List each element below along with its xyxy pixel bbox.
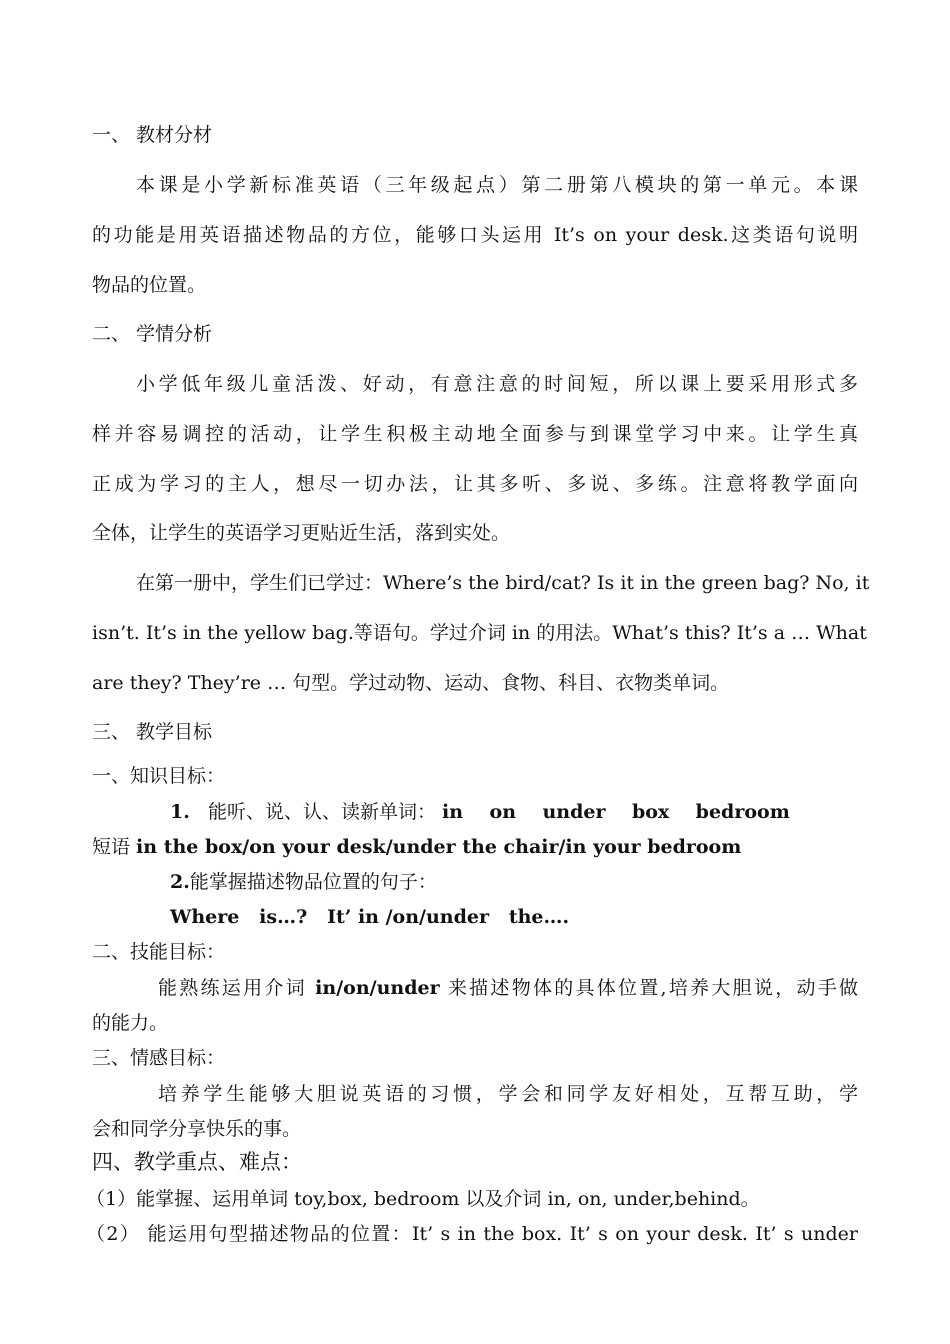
paragraph-line: 物品的位置。	[92, 274, 207, 296]
section-heading-teaching-goals: 三、 教学目标	[92, 721, 213, 743]
paragraph-line: isn’t. It’s in the yellow bag.等语句。学过介词 in 的用法。What’s this? It’s a … What	[92, 622, 867, 644]
knowledge-phrases	[92, 835, 741, 859]
new-words: in on under box bedroom	[442, 801, 790, 823]
item-text: 能掌握描述物品位置的句子：	[189, 871, 437, 893]
text-segment: 来描述物体的具体位置,培养大胆说，动手做	[439, 977, 858, 999]
paragraph-line: 小学低年级儿童活泼、好动，有意注意的时间短，所以课上要采用形式多	[136, 373, 858, 395]
paragraph-line: 正成为学习的主人，想尽一切办法，让其多听、多说、多练。注意将教学面向	[92, 473, 858, 495]
prepositions: in/on/under	[315, 977, 440, 999]
key-point-item-2: （2） 能运用句型描述物品的位置：It’ s in the box. It’ s on your desk. It’ s under	[86, 1223, 858, 1245]
section-heading-textbook-analysis: 一、 教材分材	[92, 124, 213, 146]
paragraph-line: 的能力。	[92, 1012, 169, 1034]
paragraph-line: 全体，让学生的英语学习更贴近生活，落到实处。	[92, 522, 511, 544]
subheading-skill-goals: 二、技能目标：	[92, 941, 226, 963]
item-text: 能听、说、认、读新单词：	[207, 801, 436, 823]
item-number: 2.	[170, 871, 190, 893]
phrase-list: in the box/on your desk/under the chair/in your bedroom	[136, 836, 742, 858]
section-heading-key-points: 四、教学重点、难点：	[92, 1150, 302, 1174]
paragraph-line: 本课是小学新标准英语（三年级起点）第二册第八模块的第一单元。本课	[136, 174, 858, 196]
subheading-knowledge-goals: 一、知识目标：	[92, 765, 226, 787]
sentence-text: Where is…? It’ in /on/under the….	[170, 906, 570, 928]
paragraph-line: 培养学生能够大胆说英语的习惯，学会和同学友好相处，互帮互助，学	[158, 1083, 858, 1105]
knowledge-item-2	[170, 870, 437, 894]
text-segment: 能熟练运用介词	[158, 977, 316, 999]
sentence-pattern	[170, 905, 569, 929]
paragraph-line: 的功能是用英语描述物品的方位，能够口头运用 It’s on your desk.这类语句说明	[92, 224, 858, 246]
paragraph-line: 在第一册中，学生们已学过：Where’s the bird/cat? Is it in the green bag? No, it	[136, 572, 870, 594]
item-number: 1.	[170, 801, 190, 823]
paragraph-line: 会和同学分享快乐的事。	[92, 1118, 302, 1140]
key-point-item-1: （1）能掌握、运用单词 toy,box, bedroom 以及介词 in, on, under,behind。	[86, 1188, 760, 1210]
knowledge-item-1	[170, 800, 790, 824]
paragraph-line: 样并容易调控的活动，让学生积极主动地全面参与到课堂学习中来。让学生真	[92, 423, 858, 445]
phrase-label: 短语	[92, 836, 137, 858]
section-heading-student-analysis: 二、 学情分析	[92, 323, 213, 345]
subheading-emotion-goals: 三、情感目标：	[92, 1047, 226, 1069]
paragraph-line	[158, 976, 858, 1000]
paragraph-line: are they? They’re … 句型。学过动物、运动、食物、科目、衣物类单词。	[92, 672, 730, 694]
